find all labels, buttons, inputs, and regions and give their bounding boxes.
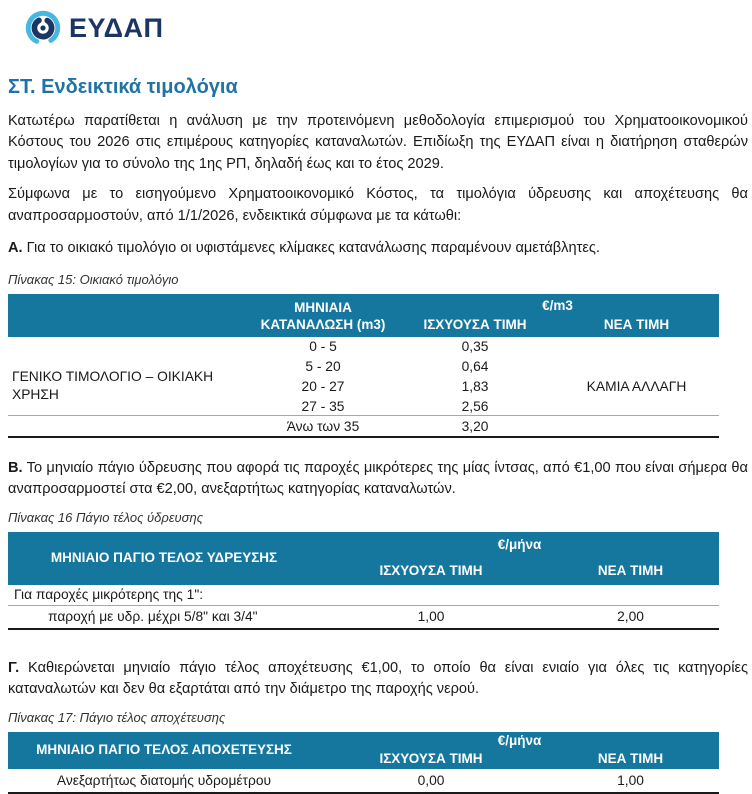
section-heading: ΣΤ. Ενδεικτικά τιμολόγια <box>8 76 238 98</box>
water-swirl-icon <box>25 10 61 46</box>
empty-header-cell <box>8 294 250 316</box>
consumption-column-header: ΜΗΝΙΑΙΑ ΚΑΤΑΝΑΛΩΣΗ (m3) <box>250 294 396 337</box>
paragraph-item-a <box>8 238 748 259</box>
table-row <box>8 585 719 606</box>
tier-range: Άνω των 35 <box>286 418 360 434</box>
item-a-label: Α. <box>8 240 23 257</box>
fee-group-label: Για παροχές μικρότερης της 1": <box>14 587 204 603</box>
household-tariff-table-wrap <box>8 294 719 438</box>
fee-item-label: παροχή με υδρ. μέχρι 5/8" και 3/4" <box>8 606 320 629</box>
paragraph-intro: Κατωτέρω παρατίθεται η ανάλυση με την προτεινόμενη μεθοδολογία επιμερισμού του Χρηματοοικονομικού Κόστους του 2026 στις επιμέρους κατηγορίες καταναλωτών. Επιδίωξη της ΕΥΔΑΠ είναι η διατήρηση σταθερών τιμολογίων για το σύνολο της 1ης ΡΠ, δηλαδή έως και το έτος 2029. <box>8 113 748 172</box>
sewer-fixed-fee-table-header <box>8 732 719 770</box>
table-row <box>8 606 719 629</box>
tier-current-price: 0,35 <box>461 339 489 355</box>
new-price-value: 2,00 <box>542 606 719 629</box>
fee-column-header: ΜΗΝΙΑΙΟ ΠΑΓΙΟ ΤΕΛΟΣ ΑΠΟΧΕΤΕΥΣΗΣ <box>8 732 320 770</box>
table17-caption: Πίνακας 17: Πάγιο τέλος αποχέτευσης <box>8 709 226 725</box>
household-tariff-table-body <box>8 337 719 437</box>
new-price-column-header: ΝΕΑ ΤΙΜΗ <box>542 750 719 769</box>
empty-header-cell <box>8 315 250 337</box>
tariff-category-label: ΓΕΝΙΚΟ ΤΙΜΟΛΟΓΙΟ – ΟΙΚΙΑΚΗ ΧΡΗΣΗ <box>12 369 214 403</box>
empty-cell <box>320 585 542 606</box>
paragraph-adjustment: Σύμφωνα με το εισηγούμενο Χρηματοοικονομικό Κόστος, τα τιμολόγια ύδρευσης και αποχέτευσης θα αναπροσαρμοστούν, από 1/1/2026, ενδεικτικά σύμφωνα με τα κάτωθι: <box>8 186 748 224</box>
water-fixed-fee-table-wrap <box>8 532 719 630</box>
table-divider-line <box>8 415 719 416</box>
current-price-column-header: ΙΣΧΥΟΥΣΑ ΤΙΜΗ <box>320 750 542 769</box>
paragraph-item-c <box>8 658 748 701</box>
tier-current-price: 3,20 <box>461 418 489 434</box>
fee-column-header: ΜΗΝΙΑΙΟ ΠΑΓΙΟ ΤΕΛΟΣ ΥΔΡΕΥΣΗΣ <box>8 532 320 585</box>
water-fixed-fee-table-body <box>8 585 719 629</box>
sewer-fixed-fee-table <box>8 732 719 794</box>
table-row <box>8 769 719 793</box>
new-price-column-header: ΝΕΑ ΤΙΜΗ <box>542 558 719 585</box>
tier-range: 0 - 5 <box>309 339 337 355</box>
current-price-column-header: ΙΣΧΥΟΥΣΑ ΤΙΜΗ <box>320 558 542 585</box>
new-price-value: ΚΑΜΙΑ ΑΛΛΑΓΗ <box>586 378 687 394</box>
item-b-text: Το μηνιαίο πάγιο ύδρευσης που αφορά τις παροχές μικρότερες της μίας ίντσας, από €1,00 που είναι σήμερα θα αναπροσαρμοστεί στα €2,00, ανεξαρτήτως κατηγορίας καταναλωτών. <box>8 459 748 498</box>
current-price-column-header: ΙΣΧΥΟΥΣΑ ΤΙΜΗ <box>396 315 554 337</box>
table-row <box>8 337 719 357</box>
new-price-value: 1,00 <box>617 773 644 789</box>
unit-header: €/μήνα <box>320 532 719 559</box>
table16-caption: Πίνακας 16 Πάγιο τέλος ύδρευσης <box>8 509 204 525</box>
tier-current-price: 1,83 <box>461 379 489 395</box>
tier-range: 27 - 35 <box>301 399 345 415</box>
water-fixed-fee-table <box>8 532 719 630</box>
item-c-label: Γ. <box>8 659 20 676</box>
eydap-logo <box>25 8 748 48</box>
item-c-text: Καθιερώνεται μηνιαίο πάγιο τέλος αποχέτευσης €1,00, το οποίο θα είναι ενιαίο για όλες τις κατηγορίες καταναλωτών και δεν θα εξαρτάται από την διάμετρο της παροχής νερού. <box>8 659 748 698</box>
household-tariff-table-header <box>8 294 719 337</box>
water-fixed-fee-table-header <box>8 532 719 585</box>
tier-current-price: 0,64 <box>461 359 489 375</box>
logo-wordmark: ΕΥΔΑΠ <box>69 12 164 43</box>
tier-range: 20 - 27 <box>301 379 345 395</box>
new-price-column-header: ΝΕΑ ΤΙΜΗ <box>554 315 719 337</box>
unit-header: €/m3 <box>396 294 719 316</box>
current-price-value: 1,00 <box>320 606 542 629</box>
unit-header: €/μήνα <box>320 732 719 751</box>
item-b-label: Β. <box>8 459 23 476</box>
item-a-text: Για το οικιακό τιμολόγιο οι υφιστάμενες κλίμακες κατανάλωσης παραμένουν αμετάβλητες. <box>22 240 600 257</box>
sewer-fixed-fee-table-body <box>8 769 719 793</box>
sewer-fixed-fee-table-wrap <box>8 732 719 794</box>
tier-range: 5 - 20 <box>305 359 341 375</box>
table15-caption: Πίνακας 15: Οικιακό τιμολόγιο <box>8 271 179 287</box>
current-price-value: 0,00 <box>417 773 445 789</box>
fee-item-label: Ανεξαρτήτως διατομής υδρομέτρου <box>56 773 272 789</box>
paragraph-item-b <box>8 458 748 501</box>
household-tariff-table <box>8 294 719 438</box>
tier-current-price: 2,56 <box>461 399 489 415</box>
empty-cell <box>542 585 719 606</box>
